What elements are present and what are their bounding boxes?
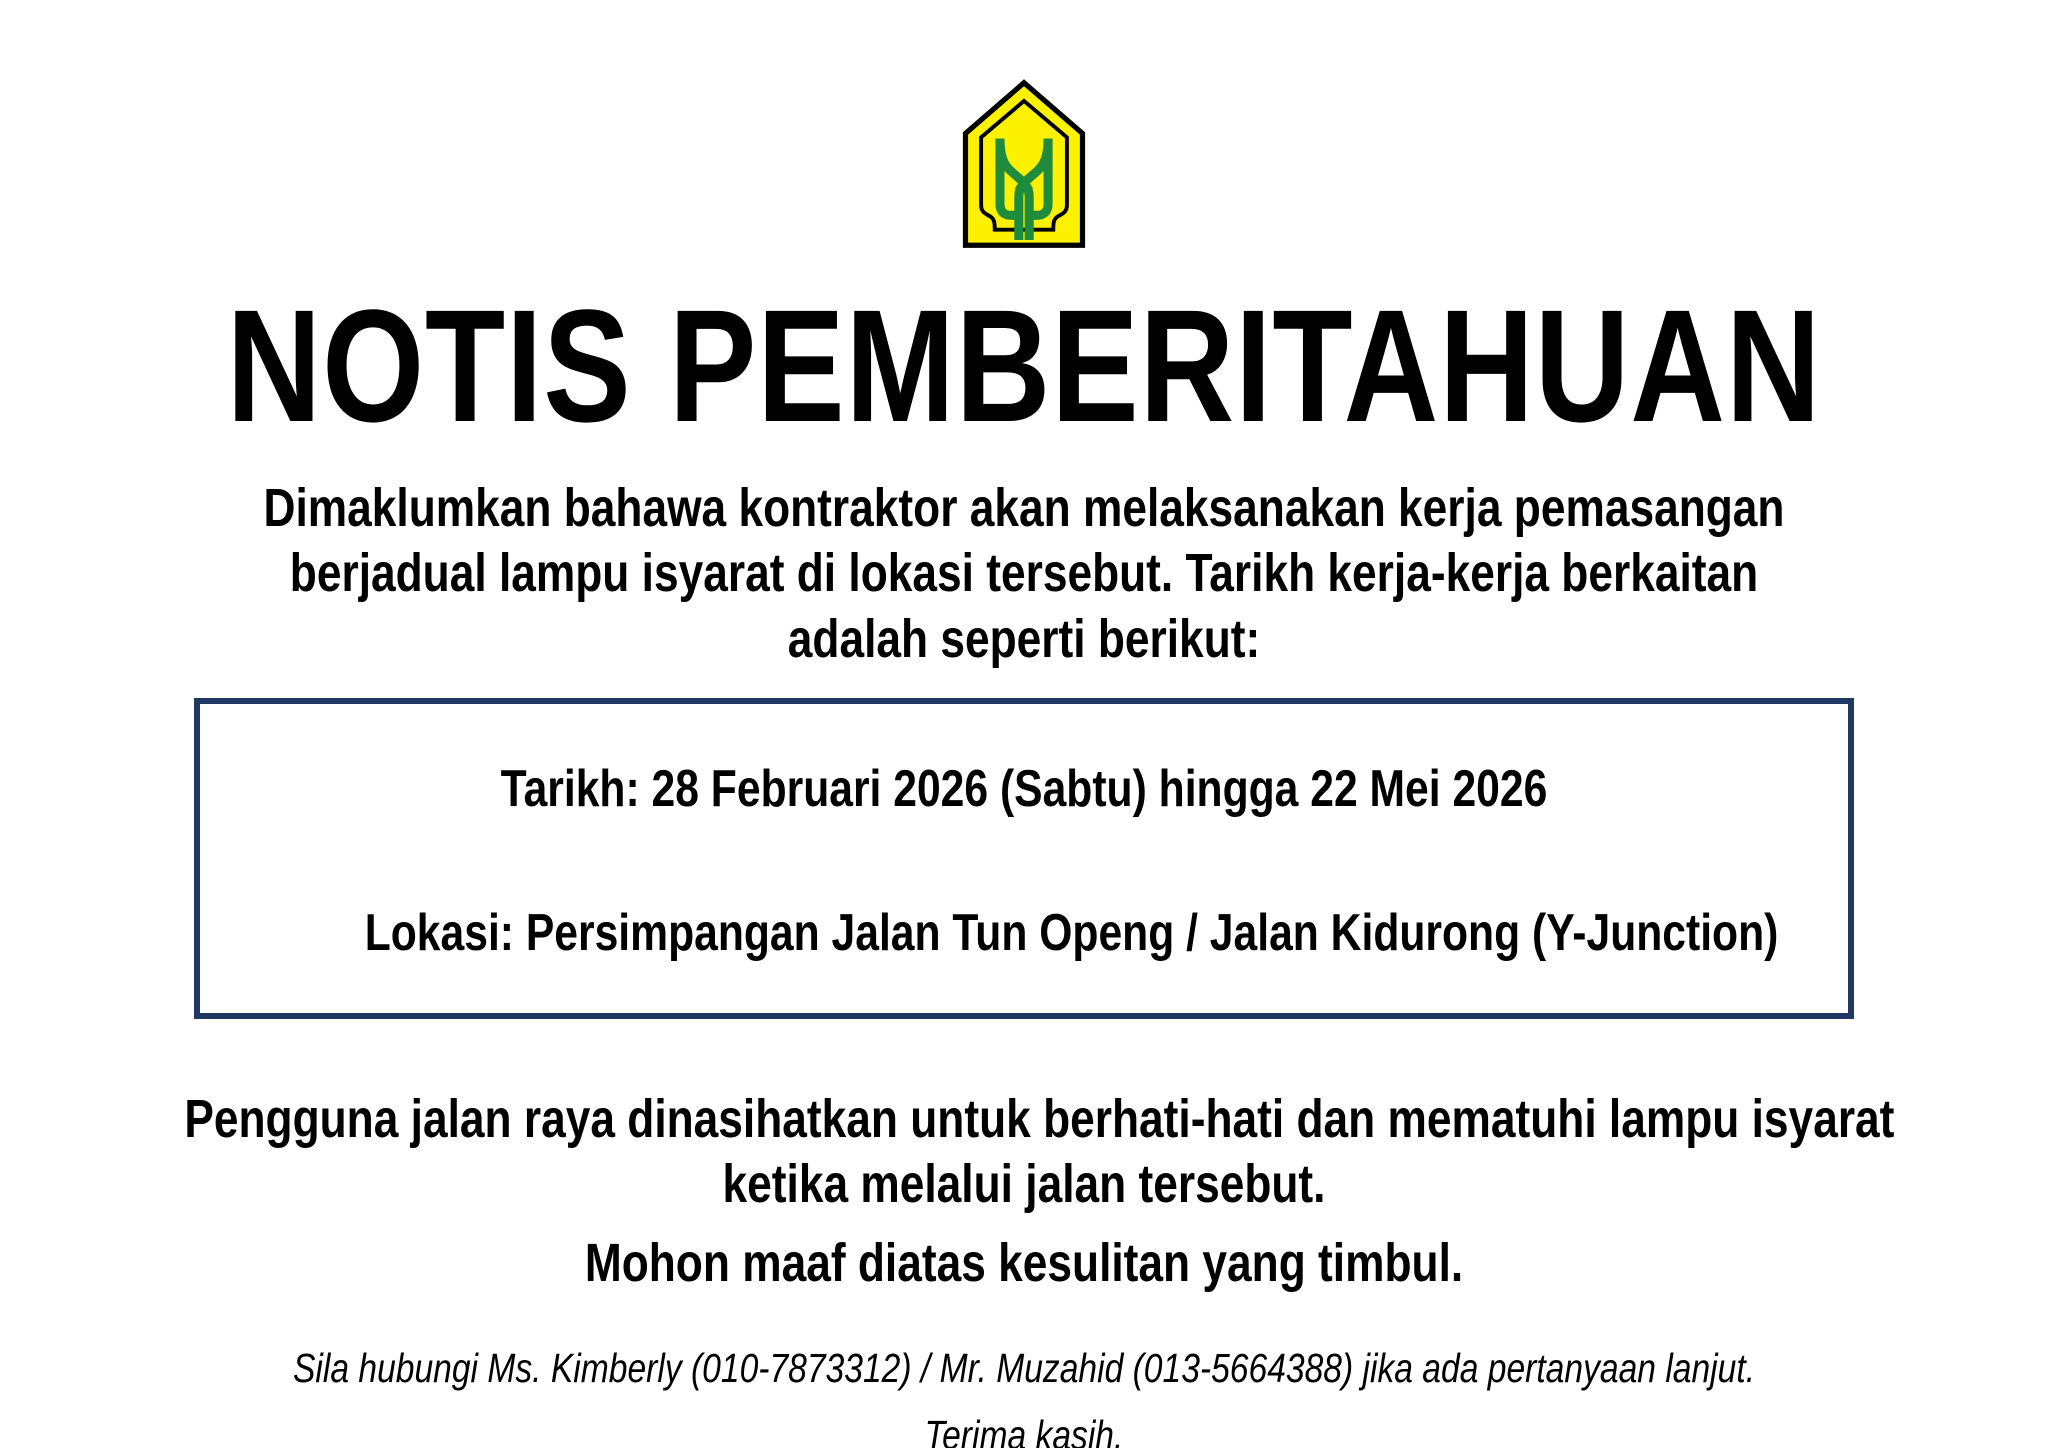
advisory-line-2: ketika melalui jalan tersebut.	[722, 1154, 1326, 1215]
intro-line-1: Dimaklumkan bahawa kontraktor akan melaksanakan kerja pemasangan	[263, 478, 1785, 538]
apology-line: Mohon maaf diatas kesulitan yang timbul.	[584, 1233, 1464, 1294]
intro-line-3: adalah seperti berikut:	[787, 608, 1261, 669]
schedule-location-line: Lokasi: Persimpangan Jalan Tun Openg / Jalan Kidurong (Y-Junction)	[364, 904, 1779, 963]
schedule-box	[194, 698, 1854, 1019]
bda-logo-icon	[959, 76, 1089, 252]
intro-line-2: berjadual lampu isyarat di lokasi tersebut. Tarikh kerja-kerja berkaitan	[289, 543, 1759, 604]
contact-line: Sila hubungi Ms. Kimberly (010-7873312) / Mr. Muzahid (013-5664388) jika ada pertanyaan lanjut.	[292, 1344, 1756, 1391]
advisory-line-1: Pengguna jalan raya dinasihatkan untuk berhati-hati dan mematuhi lampu isyarat	[184, 1088, 1895, 1149]
page-title: NOTIS PEMBERITAHUAN	[226, 276, 1822, 455]
intro-paragraph	[184, 476, 1863, 672]
closing-line: Terima kasih.	[924, 1412, 1124, 1448]
logo-container	[0, 76, 2048, 252]
schedule-date-line: Tarikh: 28 Februari 2026 (Sabtu) hingga 22 Mei 2026	[500, 759, 1548, 818]
advisory-paragraph	[184, 1087, 1895, 1218]
